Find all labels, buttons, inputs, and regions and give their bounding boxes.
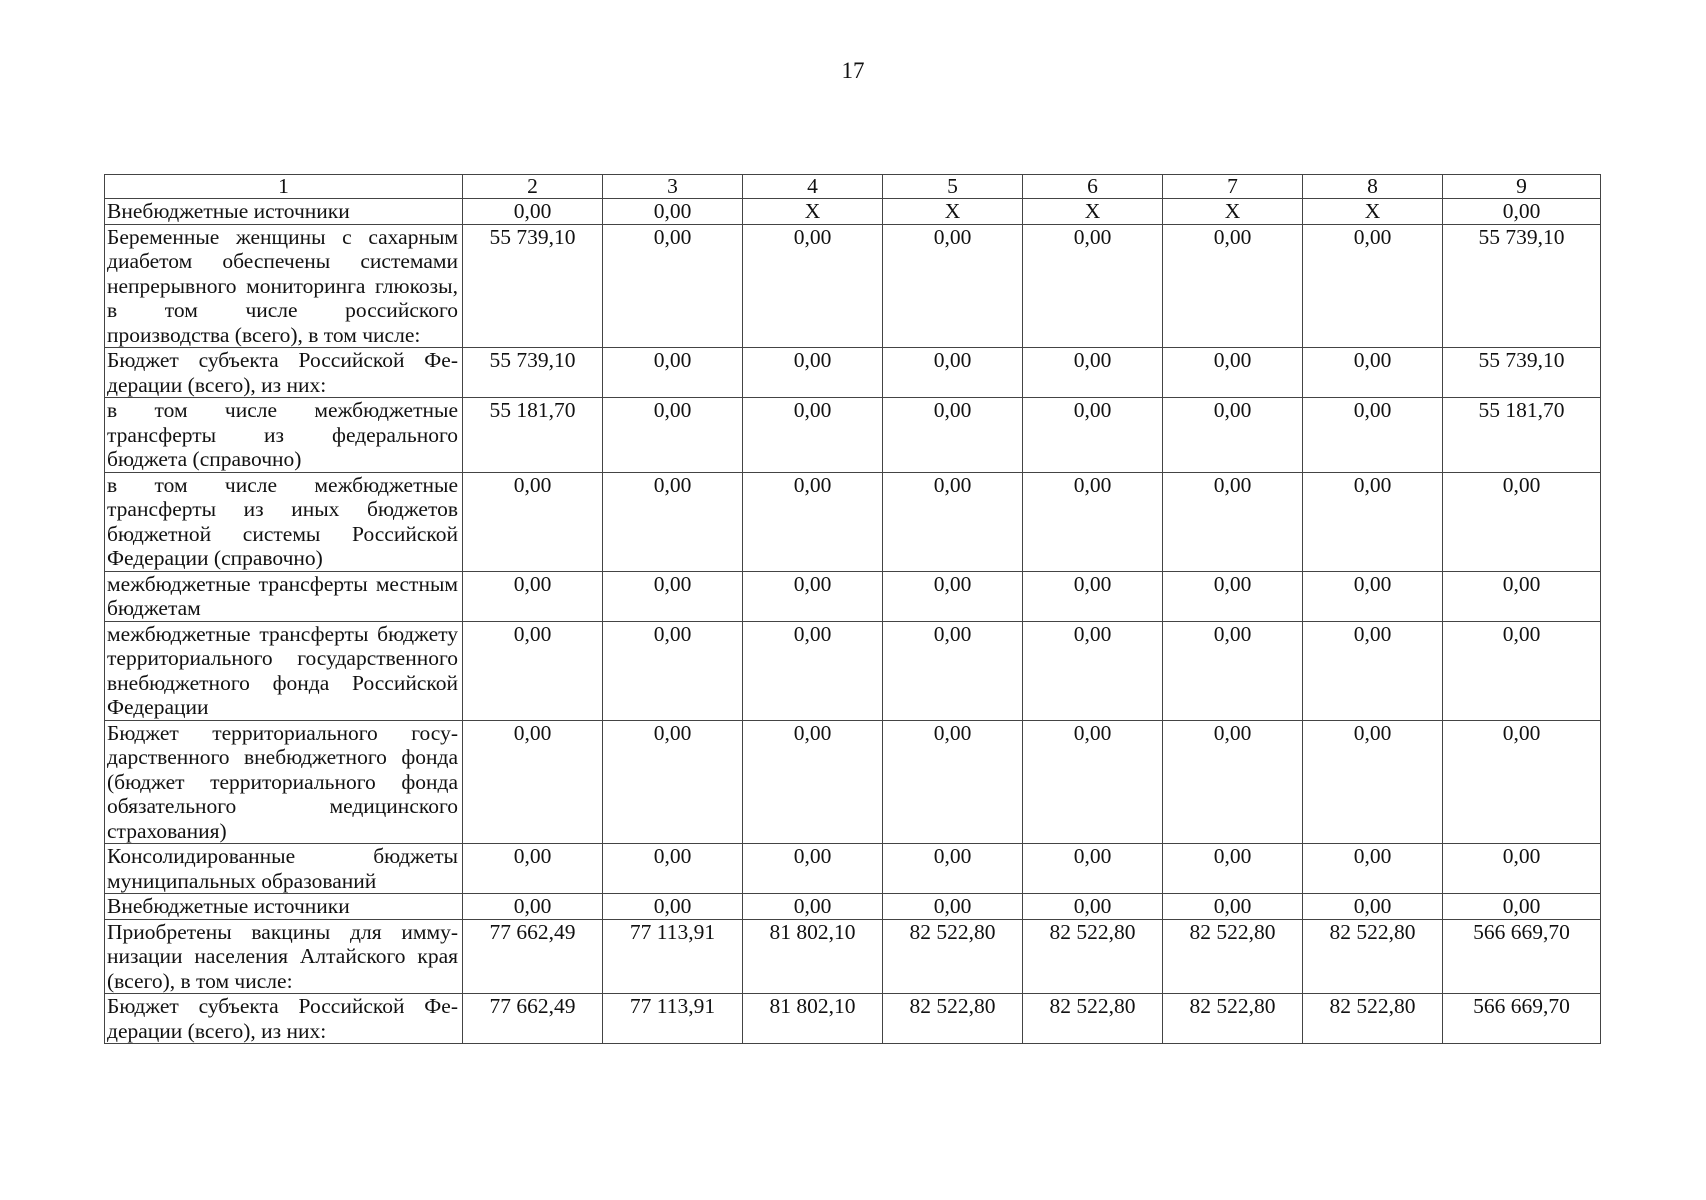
- cell-value: X: [1023, 199, 1163, 225]
- column-number: 1: [105, 175, 463, 199]
- cell-value: 0,00: [1023, 844, 1163, 894]
- header-row: [105, 175, 1601, 199]
- cell-value: X: [1163, 199, 1303, 225]
- cell-value: 55 739,10: [1443, 348, 1601, 398]
- cell-value: 0,00: [1023, 348, 1163, 398]
- row-label: Приобретены вакцины для иммунизации населения Алтайского края (всего), в том числе:: [105, 919, 463, 994]
- cell-value: 0,00: [463, 621, 603, 720]
- cell-value: 566 669,70: [1443, 994, 1601, 1044]
- cell-value: 0,00: [463, 844, 603, 894]
- cell-value: 0,00: [1023, 224, 1163, 348]
- cell-value: 0,00: [883, 844, 1023, 894]
- cell-value: 82 522,80: [1303, 919, 1443, 994]
- cell-value: 0,00: [743, 224, 883, 348]
- row-label: Консолидированные бюджеты муниципальных образований: [105, 844, 463, 894]
- cell-value: 82 522,80: [1163, 919, 1303, 994]
- table-row: [105, 894, 1601, 920]
- cell-value: 82 522,80: [883, 994, 1023, 1044]
- cell-value: 0,00: [603, 720, 743, 844]
- cell-value: 77 662,49: [463, 994, 603, 1044]
- cell-value: 0,00: [1303, 472, 1443, 571]
- table-row: [105, 919, 1601, 994]
- cell-value: 0,00: [743, 472, 883, 571]
- cell-value: 0,00: [463, 720, 603, 844]
- cell-value: 0,00: [603, 894, 743, 920]
- cell-value: 0,00: [1163, 398, 1303, 473]
- cell-value: 0,00: [603, 472, 743, 571]
- cell-value: 82 522,80: [1303, 994, 1443, 1044]
- table-row: [105, 621, 1601, 720]
- cell-value: 0,00: [1163, 621, 1303, 720]
- cell-value: 0,00: [1163, 348, 1303, 398]
- row-label: в том числе межбюджетные трансферты из иных бюджетов бюджетной системы Российской Федерации (справочно): [105, 472, 463, 571]
- cell-value: 0,00: [603, 571, 743, 621]
- cell-value: 0,00: [463, 472, 603, 571]
- cell-value: 0,00: [883, 348, 1023, 398]
- column-number: 7: [1163, 175, 1303, 199]
- cell-value: 0,00: [743, 894, 883, 920]
- row-label: Бюджет субъекта Российской Федерации (всего), из них:: [105, 348, 463, 398]
- cell-value: 0,00: [1303, 894, 1443, 920]
- cell-value: 0,00: [1443, 571, 1601, 621]
- column-number: 8: [1303, 175, 1443, 199]
- cell-value: 0,00: [1023, 571, 1163, 621]
- cell-value: 0,00: [1443, 472, 1601, 571]
- cell-value: X: [1303, 199, 1443, 225]
- row-label: Бюджет субъекта Российской Федерации (всего), из них:: [105, 994, 463, 1044]
- cell-value: 0,00: [1163, 844, 1303, 894]
- cell-value: 0,00: [1023, 398, 1163, 473]
- cell-value: 0,00: [883, 472, 1023, 571]
- cell-value: 0,00: [603, 621, 743, 720]
- budget-table: [104, 174, 1601, 1044]
- cell-value: X: [883, 199, 1023, 225]
- cell-value: 0,00: [463, 199, 603, 225]
- cell-value: 81 802,10: [743, 994, 883, 1044]
- table-row: [105, 472, 1601, 571]
- row-label: в том числе межбюджетные трансферты из федерального бюджета (справочно): [105, 398, 463, 473]
- cell-value: 77 662,49: [463, 919, 603, 994]
- column-number: 5: [883, 175, 1023, 199]
- cell-value: 0,00: [883, 398, 1023, 473]
- cell-value: 82 522,80: [1163, 994, 1303, 1044]
- cell-value: 0,00: [603, 224, 743, 348]
- cell-value: 0,00: [1023, 621, 1163, 720]
- column-number: 4: [743, 175, 883, 199]
- cell-value: 0,00: [883, 720, 1023, 844]
- cell-value: 0,00: [1303, 398, 1443, 473]
- table-row: [105, 720, 1601, 844]
- column-number: 2: [463, 175, 603, 199]
- cell-value: 0,00: [463, 571, 603, 621]
- cell-value: 0,00: [1303, 621, 1443, 720]
- cell-value: 0,00: [1303, 224, 1443, 348]
- cell-value: 0,00: [883, 894, 1023, 920]
- cell-value: 0,00: [1443, 199, 1601, 225]
- cell-value: 0,00: [883, 621, 1023, 720]
- cell-value: 0,00: [883, 224, 1023, 348]
- cell-value: 0,00: [1303, 348, 1443, 398]
- cell-value: 0,00: [743, 720, 883, 844]
- cell-value: 0,00: [743, 571, 883, 621]
- cell-value: 0,00: [1443, 720, 1601, 844]
- cell-value: 0,00: [1303, 571, 1443, 621]
- row-label: Беременные женщины с сахарным диабетом обеспечены системами непрерывного мониторинга глюкозы, в том числе российского производства (всего), в том числе:: [105, 224, 463, 348]
- cell-value: 0,00: [1163, 224, 1303, 348]
- cell-value: 0,00: [1443, 844, 1601, 894]
- cell-value: 0,00: [463, 894, 603, 920]
- cell-value: 81 802,10: [743, 919, 883, 994]
- table-row: [105, 994, 1601, 1044]
- cell-value: 0,00: [603, 348, 743, 398]
- cell-value: 0,00: [1163, 894, 1303, 920]
- cell-value: 55 181,70: [463, 398, 603, 473]
- cell-value: 82 522,80: [883, 919, 1023, 994]
- cell-value: 0,00: [1023, 894, 1163, 920]
- row-label: межбюджетные трансферты местным бюджетам: [105, 571, 463, 621]
- cell-value: 0,00: [1303, 844, 1443, 894]
- row-label: Внебюджетные источники: [105, 894, 463, 920]
- row-label: Бюджет территориального государственного внебюджетного фонда (бюджет территориального фонда обязательного медицинского страхования): [105, 720, 463, 844]
- cell-value: 0,00: [743, 844, 883, 894]
- row-label: Внебюджетные источники: [105, 199, 463, 225]
- cell-value: X: [743, 199, 883, 225]
- cell-value: 0,00: [603, 844, 743, 894]
- cell-value: 77 113,91: [603, 919, 743, 994]
- cell-value: 0,00: [743, 621, 883, 720]
- cell-value: 77 113,91: [603, 994, 743, 1044]
- table-row: [105, 224, 1601, 348]
- cell-value: 0,00: [1023, 472, 1163, 571]
- cell-value: 55 739,10: [1443, 224, 1601, 348]
- table-row: [105, 571, 1601, 621]
- table-body: [105, 175, 1601, 1044]
- cell-value: 0,00: [743, 348, 883, 398]
- cell-value: 55 739,10: [463, 348, 603, 398]
- cell-value: 0,00: [1163, 472, 1303, 571]
- cell-value: 0,00: [1023, 720, 1163, 844]
- cell-value: 0,00: [883, 571, 1023, 621]
- cell-value: 82 522,80: [1023, 994, 1163, 1044]
- column-number: 3: [603, 175, 743, 199]
- cell-value: 0,00: [1443, 621, 1601, 720]
- cell-value: 0,00: [743, 398, 883, 473]
- page-number: 17: [841, 58, 865, 83]
- column-number: 9: [1443, 175, 1601, 199]
- table-row: [105, 199, 1601, 225]
- cell-value: 0,00: [1163, 571, 1303, 621]
- cell-value: 0,00: [1303, 720, 1443, 844]
- column-number: 6: [1023, 175, 1163, 199]
- cell-value: 0,00: [603, 398, 743, 473]
- row-label: межбюджетные трансферты бюджету территориального государственного внебюджетного фонда Российской Федерации: [105, 621, 463, 720]
- table-row: [105, 844, 1601, 894]
- cell-value: 566 669,70: [1443, 919, 1601, 994]
- table-row: [105, 398, 1601, 473]
- cell-value: 55 181,70: [1443, 398, 1601, 473]
- cell-value: 0,00: [603, 199, 743, 225]
- cell-value: 82 522,80: [1023, 919, 1163, 994]
- table-row: [105, 348, 1601, 398]
- cell-value: 55 739,10: [463, 224, 603, 348]
- cell-value: 0,00: [1443, 894, 1601, 920]
- cell-value: 0,00: [1163, 720, 1303, 844]
